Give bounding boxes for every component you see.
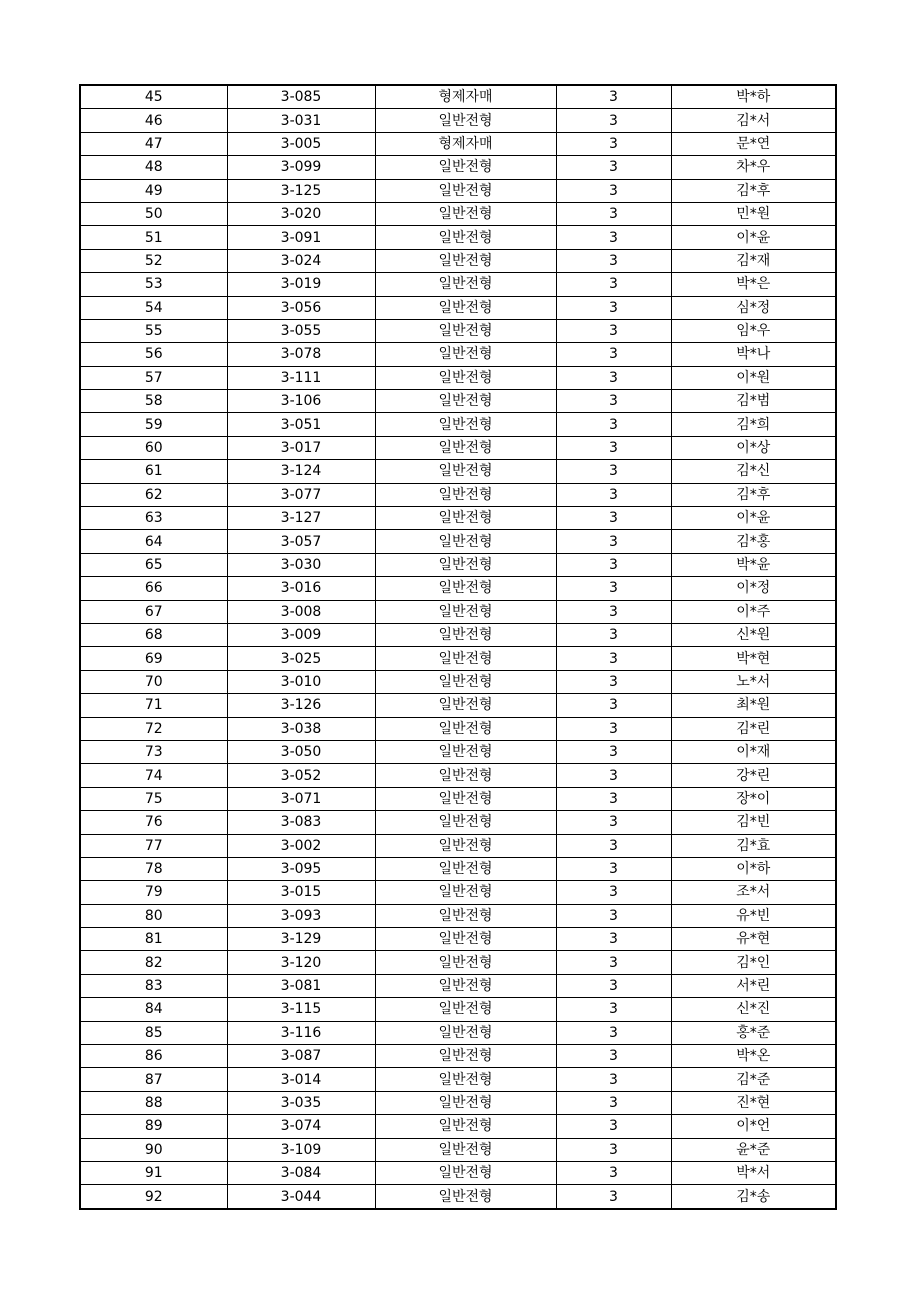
table-row <box>80 156 836 179</box>
table-row <box>80 507 836 530</box>
applicant-id-cell: 3-091 <box>227 226 375 249</box>
student-name-cell: 김*신 <box>671 460 836 483</box>
admission-type-cell: 일반전형 <box>375 1161 556 1184</box>
student-name-cell: 신*원 <box>671 623 836 646</box>
table-row <box>80 694 836 717</box>
admission-type-cell: 일반전형 <box>375 390 556 413</box>
student-name-cell: 박*윤 <box>671 553 836 576</box>
applicant-id-cell: 3-083 <box>227 811 375 834</box>
grade-cell: 3 <box>556 483 671 506</box>
applicant-id-cell: 3-035 <box>227 1091 375 1114</box>
row-number-cell: 57 <box>80 366 227 389</box>
row-number-cell: 56 <box>80 343 227 366</box>
row-number-cell: 78 <box>80 857 227 880</box>
admission-type-cell: 일반전형 <box>375 670 556 693</box>
row-number-cell: 67 <box>80 600 227 623</box>
admission-type-cell: 일반전형 <box>375 1138 556 1161</box>
grade-cell: 3 <box>556 904 671 927</box>
admission-type-cell: 일반전형 <box>375 319 556 342</box>
applicant-id-cell: 3-081 <box>227 974 375 997</box>
applicant-id-cell: 3-017 <box>227 436 375 459</box>
grade-cell: 3 <box>556 413 671 436</box>
grade-cell: 3 <box>556 249 671 272</box>
admission-type-cell: 일반전형 <box>375 273 556 296</box>
admission-type-cell: 일반전형 <box>375 296 556 319</box>
applicant-id-cell: 3-015 <box>227 881 375 904</box>
grade-cell: 3 <box>556 366 671 389</box>
grade-cell: 3 <box>556 647 671 670</box>
grade-cell: 3 <box>556 928 671 951</box>
admission-type-cell: 일반전형 <box>375 1091 556 1114</box>
student-name-cell: 김*희 <box>671 413 836 436</box>
student-name-cell: 김*범 <box>671 390 836 413</box>
row-number-cell: 77 <box>80 834 227 857</box>
student-name-cell: 이*정 <box>671 577 836 600</box>
admission-type-cell: 일반전형 <box>375 249 556 272</box>
table-row <box>80 553 836 576</box>
row-number-cell: 75 <box>80 787 227 810</box>
row-number-cell: 91 <box>80 1161 227 1184</box>
admission-type-cell: 일반전형 <box>375 998 556 1021</box>
student-name-cell: 문*연 <box>671 132 836 155</box>
table-row <box>80 249 836 272</box>
applicant-id-cell: 3-116 <box>227 1021 375 1044</box>
applicant-id-cell: 3-115 <box>227 998 375 1021</box>
student-name-cell: 김*후 <box>671 483 836 506</box>
grade-cell: 3 <box>556 1185 671 1209</box>
table-row <box>80 1045 836 1068</box>
grade-cell: 3 <box>556 460 671 483</box>
grade-cell: 3 <box>556 296 671 319</box>
student-name-cell: 장*이 <box>671 787 836 810</box>
applicant-id-cell: 3-038 <box>227 717 375 740</box>
table-row <box>80 109 836 132</box>
admission-type-cell: 일반전형 <box>375 109 556 132</box>
applicant-id-cell: 3-025 <box>227 647 375 670</box>
row-number-cell: 45 <box>80 85 227 109</box>
grade-cell: 3 <box>556 156 671 179</box>
table-row <box>80 1091 836 1114</box>
row-number-cell: 71 <box>80 694 227 717</box>
row-number-cell: 50 <box>80 202 227 225</box>
grade-cell: 3 <box>556 202 671 225</box>
admission-type-cell: 일반전형 <box>375 881 556 904</box>
grade-cell: 3 <box>556 436 671 459</box>
applicant-id-cell: 3-093 <box>227 904 375 927</box>
student-name-cell: 김*재 <box>671 249 836 272</box>
table-row <box>80 577 836 600</box>
student-name-cell: 조*서 <box>671 881 836 904</box>
grade-cell: 3 <box>556 1115 671 1138</box>
grade-cell: 3 <box>556 1138 671 1161</box>
admission-type-cell: 일반전형 <box>375 1021 556 1044</box>
grade-cell: 3 <box>556 974 671 997</box>
row-number-cell: 65 <box>80 553 227 576</box>
student-name-cell: 이*주 <box>671 600 836 623</box>
admission-type-cell: 일반전형 <box>375 530 556 553</box>
applicant-id-cell: 3-016 <box>227 577 375 600</box>
table-row <box>80 530 836 553</box>
student-name-cell: 윤*준 <box>671 1138 836 1161</box>
row-number-cell: 62 <box>80 483 227 506</box>
table-row <box>80 296 836 319</box>
applicant-id-cell: 3-126 <box>227 694 375 717</box>
table-row <box>80 366 836 389</box>
admission-type-cell: 일반전형 <box>375 647 556 670</box>
table-row <box>80 647 836 670</box>
admission-type-cell: 일반전형 <box>375 1115 556 1138</box>
student-name-cell: 유*빈 <box>671 904 836 927</box>
admission-type-cell: 형제자매 <box>375 85 556 109</box>
table-row <box>80 857 836 880</box>
student-name-cell: 노*서 <box>671 670 836 693</box>
table-row <box>80 85 836 109</box>
student-name-cell: 이*언 <box>671 1115 836 1138</box>
applicant-id-cell: 3-099 <box>227 156 375 179</box>
student-name-cell: 박*온 <box>671 1045 836 1068</box>
student-name-cell: 홍*준 <box>671 1021 836 1044</box>
table-row <box>80 670 836 693</box>
admission-type-cell: 일반전형 <box>375 717 556 740</box>
student-name-cell: 김*효 <box>671 834 836 857</box>
row-number-cell: 87 <box>80 1068 227 1091</box>
admission-type-cell: 일반전형 <box>375 156 556 179</box>
admission-type-cell: 일반전형 <box>375 343 556 366</box>
grade-cell: 3 <box>556 1068 671 1091</box>
grade-cell: 3 <box>556 694 671 717</box>
row-number-cell: 54 <box>80 296 227 319</box>
row-number-cell: 49 <box>80 179 227 202</box>
row-number-cell: 48 <box>80 156 227 179</box>
table-row <box>80 1185 836 1209</box>
student-name-cell: 이*윤 <box>671 507 836 530</box>
applicant-id-cell: 3-052 <box>227 764 375 787</box>
table-row <box>80 179 836 202</box>
admission-type-cell: 일반전형 <box>375 904 556 927</box>
table-row <box>80 834 836 857</box>
admission-type-cell: 일반전형 <box>375 928 556 951</box>
applicant-id-cell: 3-056 <box>227 296 375 319</box>
student-name-cell: 김*준 <box>671 1068 836 1091</box>
row-number-cell: 76 <box>80 811 227 834</box>
admission-type-cell: 형제자매 <box>375 132 556 155</box>
applicant-id-cell: 3-120 <box>227 951 375 974</box>
table-row <box>80 413 836 436</box>
applicant-id-cell: 3-084 <box>227 1161 375 1184</box>
admission-type-cell: 일반전형 <box>375 179 556 202</box>
row-number-cell: 68 <box>80 623 227 646</box>
applicant-id-cell: 3-010 <box>227 670 375 693</box>
row-number-cell: 64 <box>80 530 227 553</box>
table-row <box>80 390 836 413</box>
table-row <box>80 202 836 225</box>
table-row <box>80 1021 836 1044</box>
table-row <box>80 998 836 1021</box>
admission-type-cell: 일반전형 <box>375 366 556 389</box>
row-number-cell: 46 <box>80 109 227 132</box>
grade-cell: 3 <box>556 577 671 600</box>
grade-cell: 3 <box>556 998 671 1021</box>
roster-table-body <box>80 85 836 1209</box>
grade-cell: 3 <box>556 717 671 740</box>
row-number-cell: 55 <box>80 319 227 342</box>
grade-cell: 3 <box>556 1045 671 1068</box>
applicant-id-cell: 3-087 <box>227 1045 375 1068</box>
row-number-cell: 89 <box>80 1115 227 1138</box>
grade-cell: 3 <box>556 132 671 155</box>
applicant-id-cell: 3-019 <box>227 273 375 296</box>
table-row <box>80 273 836 296</box>
applicant-id-cell: 3-074 <box>227 1115 375 1138</box>
applicant-id-cell: 3-020 <box>227 202 375 225</box>
admission-type-cell: 일반전형 <box>375 1068 556 1091</box>
applicant-id-cell: 3-009 <box>227 623 375 646</box>
applicant-id-cell: 3-050 <box>227 740 375 763</box>
row-number-cell: 69 <box>80 647 227 670</box>
admission-type-cell: 일반전형 <box>375 436 556 459</box>
row-number-cell: 74 <box>80 764 227 787</box>
applicant-id-cell: 3-002 <box>227 834 375 857</box>
admission-type-cell: 일반전형 <box>375 202 556 225</box>
table-row <box>80 717 836 740</box>
applicant-id-cell: 3-077 <box>227 483 375 506</box>
admission-type-cell: 일반전형 <box>375 974 556 997</box>
student-name-cell: 박*은 <box>671 273 836 296</box>
grade-cell: 3 <box>556 507 671 530</box>
table-row <box>80 928 836 951</box>
admission-type-cell: 일반전형 <box>375 226 556 249</box>
table-row <box>80 1138 836 1161</box>
applicant-id-cell: 3-109 <box>227 1138 375 1161</box>
table-row <box>80 811 836 834</box>
grade-cell: 3 <box>556 1091 671 1114</box>
row-number-cell: 85 <box>80 1021 227 1044</box>
admission-type-cell: 일반전형 <box>375 483 556 506</box>
table-row <box>80 600 836 623</box>
grade-cell: 3 <box>556 623 671 646</box>
student-name-cell: 박*하 <box>671 85 836 109</box>
table-row <box>80 740 836 763</box>
grade-cell: 3 <box>556 951 671 974</box>
row-number-cell: 70 <box>80 670 227 693</box>
student-name-cell: 서*린 <box>671 974 836 997</box>
table-row <box>80 436 836 459</box>
grade-cell: 3 <box>556 1021 671 1044</box>
applicant-id-cell: 3-071 <box>227 787 375 810</box>
admission-type-cell: 일반전형 <box>375 623 556 646</box>
grade-cell: 3 <box>556 85 671 109</box>
student-name-cell: 이*윤 <box>671 226 836 249</box>
row-number-cell: 84 <box>80 998 227 1021</box>
student-name-cell: 최*원 <box>671 694 836 717</box>
grade-cell: 3 <box>556 530 671 553</box>
grade-cell: 3 <box>556 390 671 413</box>
grade-cell: 3 <box>556 553 671 576</box>
admission-type-cell: 일반전형 <box>375 951 556 974</box>
table-row <box>80 483 836 506</box>
grade-cell: 3 <box>556 226 671 249</box>
student-name-cell: 박*서 <box>671 1161 836 1184</box>
applicant-id-cell: 3-095 <box>227 857 375 880</box>
student-name-cell: 민*원 <box>671 202 836 225</box>
admission-type-cell: 일반전형 <box>375 1185 556 1209</box>
student-name-cell: 김*서 <box>671 109 836 132</box>
applicant-id-cell: 3-078 <box>227 343 375 366</box>
student-name-cell: 강*린 <box>671 764 836 787</box>
admission-type-cell: 일반전형 <box>375 694 556 717</box>
admission-type-cell: 일반전형 <box>375 1045 556 1068</box>
table-row <box>80 1161 836 1184</box>
grade-cell: 3 <box>556 811 671 834</box>
applicant-id-cell: 3-005 <box>227 132 375 155</box>
applicant-id-cell: 3-024 <box>227 249 375 272</box>
student-name-cell: 김*후 <box>671 179 836 202</box>
table-row <box>80 226 836 249</box>
table-row <box>80 319 836 342</box>
student-name-cell: 이*원 <box>671 366 836 389</box>
applicant-id-cell: 3-008 <box>227 600 375 623</box>
row-number-cell: 80 <box>80 904 227 927</box>
row-number-cell: 88 <box>80 1091 227 1114</box>
row-number-cell: 79 <box>80 881 227 904</box>
row-number-cell: 47 <box>80 132 227 155</box>
applicant-id-cell: 3-030 <box>227 553 375 576</box>
row-number-cell: 58 <box>80 390 227 413</box>
row-number-cell: 81 <box>80 928 227 951</box>
table-row <box>80 132 836 155</box>
applicant-id-cell: 3-125 <box>227 179 375 202</box>
applicant-id-cell: 3-111 <box>227 366 375 389</box>
admission-type-cell: 일반전형 <box>375 507 556 530</box>
student-name-cell: 김*린 <box>671 717 836 740</box>
applicant-id-cell: 3-127 <box>227 507 375 530</box>
row-number-cell: 82 <box>80 951 227 974</box>
student-name-cell: 신*진 <box>671 998 836 1021</box>
row-number-cell: 63 <box>80 507 227 530</box>
row-number-cell: 73 <box>80 740 227 763</box>
applicant-id-cell: 3-055 <box>227 319 375 342</box>
applicant-id-cell: 3-057 <box>227 530 375 553</box>
grade-cell: 3 <box>556 343 671 366</box>
table-row <box>80 460 836 483</box>
grade-cell: 3 <box>556 670 671 693</box>
table-row <box>80 623 836 646</box>
table-row <box>80 951 836 974</box>
table-row <box>80 1115 836 1138</box>
grade-cell: 3 <box>556 881 671 904</box>
row-number-cell: 53 <box>80 273 227 296</box>
admission-type-cell: 일반전형 <box>375 857 556 880</box>
student-name-cell: 심*정 <box>671 296 836 319</box>
table-row <box>80 343 836 366</box>
grade-cell: 3 <box>556 1161 671 1184</box>
student-name-cell: 김*빈 <box>671 811 836 834</box>
grade-cell: 3 <box>556 857 671 880</box>
student-name-cell: 이*재 <box>671 740 836 763</box>
admission-type-cell: 일반전형 <box>375 413 556 436</box>
admission-type-cell: 일반전형 <box>375 787 556 810</box>
table-row <box>80 974 836 997</box>
student-name-cell: 이*상 <box>671 436 836 459</box>
student-name-cell: 김*송 <box>671 1185 836 1209</box>
row-number-cell: 90 <box>80 1138 227 1161</box>
admission-type-cell: 일반전형 <box>375 811 556 834</box>
grade-cell: 3 <box>556 600 671 623</box>
student-name-cell: 박*나 <box>671 343 836 366</box>
table-row <box>80 1068 836 1091</box>
grade-cell: 3 <box>556 109 671 132</box>
student-name-cell: 차*우 <box>671 156 836 179</box>
row-number-cell: 72 <box>80 717 227 740</box>
student-name-cell: 김*인 <box>671 951 836 974</box>
applicant-id-cell: 3-051 <box>227 413 375 436</box>
row-number-cell: 51 <box>80 226 227 249</box>
student-name-cell: 임*우 <box>671 319 836 342</box>
table-row <box>80 787 836 810</box>
student-name-cell: 진*현 <box>671 1091 836 1114</box>
table-row <box>80 764 836 787</box>
applicant-id-cell: 3-085 <box>227 85 375 109</box>
grade-cell: 3 <box>556 787 671 810</box>
admission-type-cell: 일반전형 <box>375 740 556 763</box>
grade-cell: 3 <box>556 834 671 857</box>
row-number-cell: 52 <box>80 249 227 272</box>
grade-cell: 3 <box>556 319 671 342</box>
admission-type-cell: 일반전형 <box>375 553 556 576</box>
row-number-cell: 83 <box>80 974 227 997</box>
applicant-id-cell: 3-129 <box>227 928 375 951</box>
row-number-cell: 86 <box>80 1045 227 1068</box>
grade-cell: 3 <box>556 764 671 787</box>
applicant-id-cell: 3-044 <box>227 1185 375 1209</box>
row-number-cell: 59 <box>80 413 227 436</box>
student-name-cell: 김*홍 <box>671 530 836 553</box>
row-number-cell: 60 <box>80 436 227 459</box>
applicant-id-cell: 3-124 <box>227 460 375 483</box>
grade-cell: 3 <box>556 179 671 202</box>
student-name-cell: 박*현 <box>671 647 836 670</box>
admission-type-cell: 일반전형 <box>375 577 556 600</box>
admission-type-cell: 일반전형 <box>375 834 556 857</box>
grade-cell: 3 <box>556 740 671 763</box>
student-name-cell: 이*하 <box>671 857 836 880</box>
table-row <box>80 881 836 904</box>
table-row <box>80 904 836 927</box>
admission-type-cell: 일반전형 <box>375 460 556 483</box>
applicant-id-cell: 3-031 <box>227 109 375 132</box>
row-number-cell: 92 <box>80 1185 227 1209</box>
admission-type-cell: 일반전형 <box>375 764 556 787</box>
row-number-cell: 66 <box>80 577 227 600</box>
admission-type-cell: 일반전형 <box>375 600 556 623</box>
row-number-cell: 61 <box>80 460 227 483</box>
grade-cell: 3 <box>556 273 671 296</box>
applicant-id-cell: 3-106 <box>227 390 375 413</box>
applicant-id-cell: 3-014 <box>227 1068 375 1091</box>
roster-table <box>79 84 837 1210</box>
student-name-cell: 유*현 <box>671 928 836 951</box>
